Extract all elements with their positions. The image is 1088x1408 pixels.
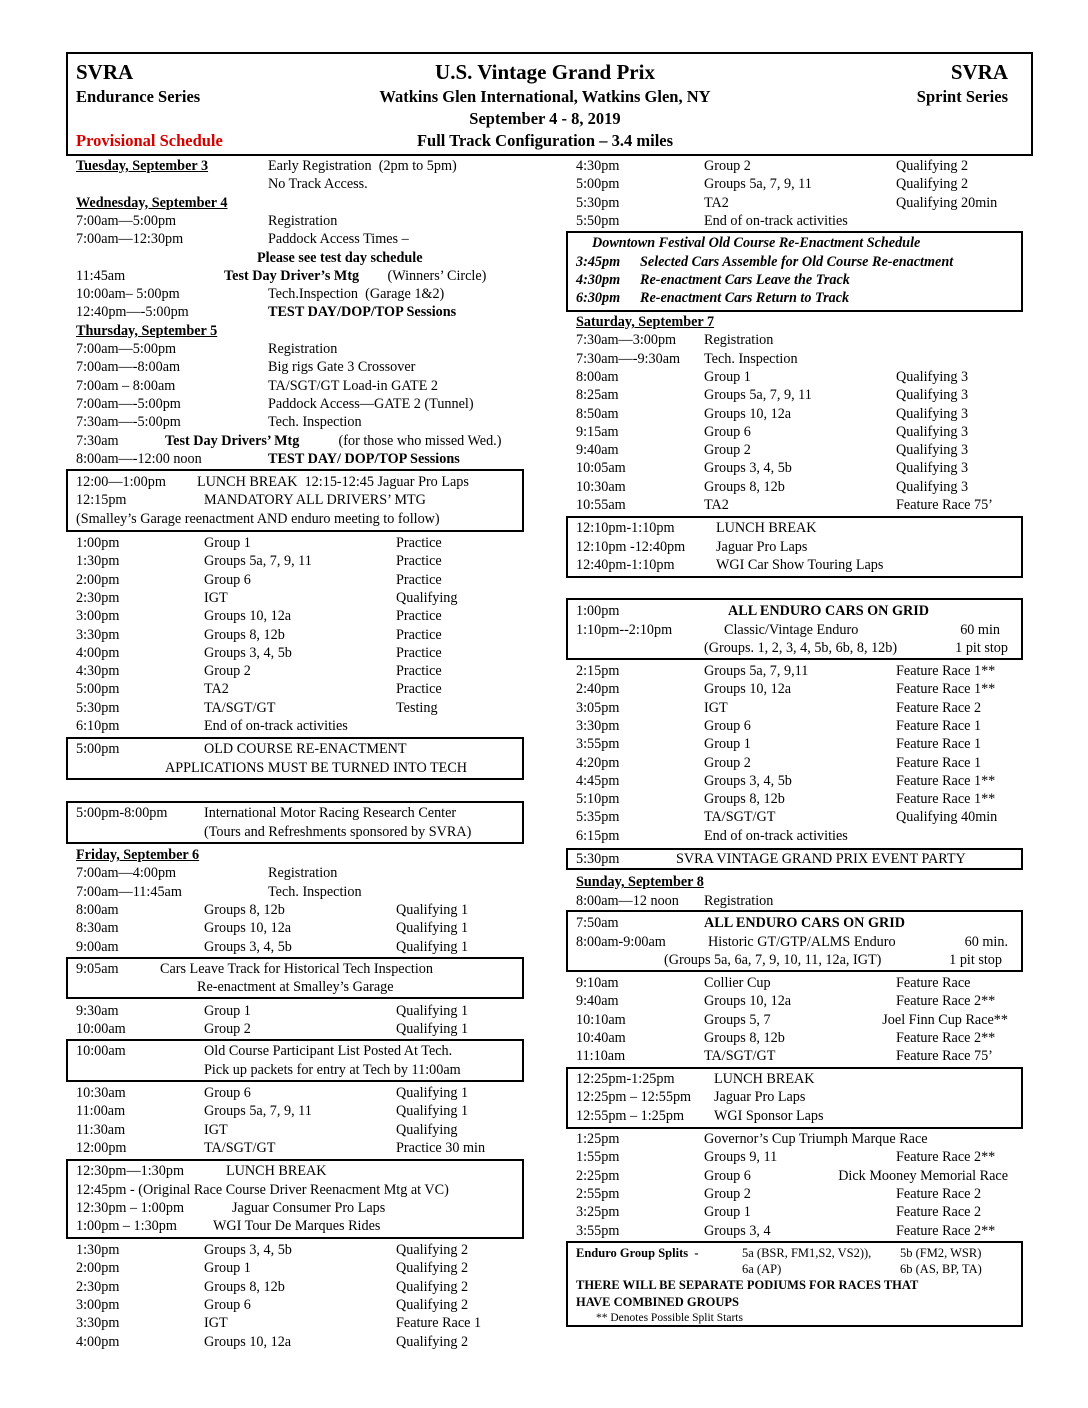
schedule-time: 1:00pm – 1:30pm <box>76 1218 177 1234</box>
activity-label: Historic GT/GTP/ALMS Enduro <box>708 934 896 950</box>
session-type: Practice <box>396 626 442 643</box>
schedule-time: 5:30pm <box>576 194 620 211</box>
schedule-time: 5:50pm <box>576 212 620 229</box>
schedule-time: 12:40pm-1:10pm <box>576 557 675 573</box>
schedule-time: 7:30am—-9:30am <box>576 350 681 367</box>
schedule-time: 9:05am <box>76 961 119 977</box>
split-group: 5a (BSR, FM1,S2, VS2)), <box>742 1246 872 1260</box>
group-name: Groups 5a, 7, 9, 11 <box>704 176 812 193</box>
schedule-time: 12:55pm – 1:25pm <box>576 1108 684 1124</box>
splits-label: Enduro Group Splits - <box>576 1246 699 1260</box>
schedule-time: 8:00am <box>576 368 619 385</box>
race-duration: 60 min. <box>964 934 1008 950</box>
schedule-time: 5:00pm <box>576 176 620 193</box>
group-name: Groups 8, 12b <box>704 791 785 808</box>
schedule-time: 10:05am <box>576 460 626 477</box>
group-name: Groups 8, 12b <box>204 626 285 643</box>
schedule-time: 4:20pm <box>576 754 620 771</box>
race-duration: 60 min <box>960 622 1000 638</box>
activity-label: Re-enactment Cars Return to Track <box>640 290 850 306</box>
session-type: Feature Race 2** <box>896 993 996 1010</box>
schedule-time: 10:30am <box>576 478 626 495</box>
activity-note: (for those who missed Wed.) <box>335 432 502 449</box>
activity-label: OLD COURSE RE-ENACTMENT <box>204 741 407 757</box>
schedule-time: 10:40am <box>576 1029 626 1046</box>
session-type: Qualifying 1 <box>396 1085 469 1101</box>
activity-location: (Winners’ Circle) <box>384 267 487 284</box>
session-type: Qualifying 1 <box>396 1021 469 1038</box>
activity-label: Cars Leave Track for Historical Tech Inspection <box>160 961 433 977</box>
schedule-time: 3:45pm <box>576 254 621 270</box>
activity-label: LUNCH BREAK 12:15-12:45 Jaguar Pro Laps <box>197 474 469 490</box>
activity-label: LUNCH BREAK <box>716 520 817 536</box>
group-name: TA2 <box>704 194 729 211</box>
group-name: IGT <box>704 699 728 716</box>
group-name: Groups 3, 4, 5b <box>204 938 292 955</box>
activity-label: Jaguar Pro Laps <box>714 1089 806 1105</box>
activity-label: Selected Cars Assemble for Old Course Re-enactment <box>640 254 954 270</box>
session-type: Feature Race 1** <box>896 663 996 679</box>
schedule-time: 7:00am—11:45am <box>76 883 182 900</box>
schedule-time: 7:30am—-5:00pm <box>76 414 181 431</box>
venue-line: Watkins Glen International, Watkins Glen, NY <box>379 87 711 106</box>
activity-label: Classic/Vintage Enduro <box>724 622 859 638</box>
day-heading-thursday: Thursday, September 5 <box>76 322 218 339</box>
session-type: Qualifying 3 <box>896 442 969 459</box>
session-type: Qualifying 2 <box>396 1333 469 1350</box>
group-name: Groups 3, 4, 5b <box>204 1242 292 1258</box>
session-type: Qualifying 3 <box>896 405 969 422</box>
group-name: Group 6 <box>204 571 251 588</box>
activity-label: Please see test day schedule <box>257 249 423 266</box>
schedule-time: 10:10am <box>576 1011 626 1028</box>
activity-label: Tech. Inspection <box>268 414 362 431</box>
session-type: Feature Race <box>896 975 971 991</box>
group-name: TA/SGT/GT <box>704 1048 776 1065</box>
schedule-time: 12:25pm – 12:55pm <box>576 1089 692 1105</box>
session-type: Practice <box>396 644 442 661</box>
activity-label: Early Registration (2pm to 5pm) <box>268 158 457 174</box>
schedule-time: 7:00am – 8:00am <box>76 377 176 394</box>
activity-note: (Tours and Refreshments sponsored by SVRA) <box>204 824 472 840</box>
schedule-time: 12:15pm <box>76 492 127 508</box>
schedule-time: 4:30pm <box>576 272 621 288</box>
activity-label: SVRA VINTAGE GRAND PRIX EVENT PARTY <box>676 851 966 867</box>
day-heading-saturday: Saturday, September 7 <box>576 314 715 330</box>
activity-note: (Smalley’s Garage reenactment AND enduro meeting to follow) <box>76 511 440 527</box>
schedule-time: 12:30pm – 1:00pm <box>76 1200 184 1216</box>
schedule-time: 12:10pm-1:10pm <box>576 520 675 536</box>
schedule-time: 9:15am <box>576 423 619 440</box>
left-series-subtitle: Endurance Series <box>76 87 201 106</box>
session-type: Qualifying 2 <box>396 1278 469 1295</box>
schedule-time: 1:30pm <box>76 553 120 570</box>
schedule-time: 8:00am—-12:00 noon <box>76 450 202 467</box>
group-name: End of on-track activities <box>204 718 348 734</box>
pit-stop-note: 1 pit stop <box>955 640 1008 656</box>
schedule-time: 5:00pm-8:00pm <box>76 805 168 821</box>
activity-label: Registration <box>268 865 338 882</box>
schedule-time: 10:00am <box>76 1021 126 1038</box>
schedule-time: 11:45am <box>76 267 126 284</box>
session-type: Feature Race 1 <box>896 736 982 753</box>
group-list: (Groups 5a, 6a, 7, 9, 10, 11, 12a, IGT) <box>664 952 882 968</box>
group-name: Groups 5a, 7, 9, 11 <box>704 387 812 404</box>
session-type: Qualifying 1 <box>396 1103 469 1120</box>
schedule-time: 1:10pm--2:10pm <box>576 622 673 638</box>
group-name: Groups 5a, 7, 9,11 <box>704 663 809 679</box>
group-name: Groups 9, 11 <box>704 1149 778 1166</box>
group-name: IGT <box>204 1121 228 1138</box>
group-name: Group 6 <box>704 717 751 734</box>
session-type: Feature Race 2 <box>896 1204 982 1221</box>
activity-label: Tech. Inspection <box>704 350 798 367</box>
session-type: Feature Race 1** <box>896 772 996 789</box>
group-name: Group 1 <box>204 1260 251 1277</box>
activity-label: Paddock Access—GATE 2 (Tunnel) <box>268 395 474 412</box>
schedule-time: 3:55pm <box>576 1222 620 1239</box>
session-type: Qualifying 3 <box>896 423 969 440</box>
schedule-time: 8:00am <box>76 901 119 918</box>
day-heading-wednesday: Wednesday, September 4 <box>76 194 228 211</box>
session-type: Feature Race 2** <box>896 1149 996 1166</box>
schedule-time: 6:15pm <box>576 827 620 844</box>
group-name: Group 1 <box>204 1003 251 1019</box>
activity-label: LUNCH BREAK <box>714 1071 815 1087</box>
schedule-time: 8:00am-9:00am <box>576 934 666 950</box>
session-type: Qualifying 40min <box>896 809 998 826</box>
activity-label: Test Day Drivers’ Mtg <box>165 432 300 449</box>
schedule-time: 7:30am—3:00pm <box>576 332 677 349</box>
session-type: Feature Race 1** <box>896 791 996 808</box>
schedule-time: 3:25pm <box>576 1204 620 1221</box>
schedule-time: 12:00—1:00pm <box>76 474 166 490</box>
group-name: Governor’s Cup Triumph Marque Race <box>704 1131 928 1147</box>
session-type: Feature Race 1** <box>896 681 996 698</box>
schedule-time: 4:00pm <box>76 1333 120 1350</box>
schedule-time: 1:55pm <box>576 1149 620 1166</box>
day-heading-tuesday: Tuesday, September 3 <box>76 158 209 174</box>
group-name: Groups 10, 12a <box>704 405 792 422</box>
schedule-time: 2:30pm <box>76 1278 120 1295</box>
activity-label: TEST DAY/DOP/TOP Sessions <box>268 304 457 321</box>
group-name: Groups 3, 4, 5b <box>204 644 292 661</box>
session-type: Feature Race 2 <box>896 1185 982 1202</box>
group-name: Group 2 <box>204 663 251 680</box>
dates-line: September 4 - 8, 2019 <box>469 109 621 128</box>
group-name: Group 1 <box>704 736 751 753</box>
group-name: Group 6 <box>204 1296 251 1313</box>
activity-note: 12:45pm - (Original Race Course Driver Reenacment Mtg at VC) <box>76 1182 449 1198</box>
schedule-time: 1:00pm <box>76 535 120 551</box>
schedule-time: 7:00am—-8:00am <box>76 359 181 376</box>
activity-label: No Track Access. <box>268 176 368 193</box>
schedule-time: 8:00am—12 noon <box>576 893 679 909</box>
schedule-time: 9:40am <box>576 442 619 459</box>
session-type: Practice <box>396 663 442 680</box>
session-type: Practice <box>396 681 442 698</box>
group-name: TA2 <box>704 497 729 513</box>
group-name: Group 6 <box>704 1167 751 1184</box>
group-name: Groups 3, 4 <box>704 1222 771 1239</box>
session-type: Qualifying 20min <box>896 194 998 211</box>
schedule-time: 4:45pm <box>576 772 620 789</box>
schedule-time: 7:00am—12:30pm <box>76 231 184 248</box>
schedule-time: 8:30am <box>76 920 119 937</box>
schedule-time: 7:30am <box>76 432 119 449</box>
group-name: Group 1 <box>204 535 251 551</box>
session-type: Qualifying 2 <box>896 158 969 174</box>
session-type: Qualifying 3 <box>896 387 969 404</box>
schedule-time: 12:00pm <box>76 1139 127 1156</box>
group-name: Groups 5a, 7, 9, 11 <box>204 1103 312 1120</box>
group-name: Group 2 <box>704 158 751 174</box>
event-title: U.S. Vintage Grand Prix <box>435 60 655 84</box>
group-name: Group 1 <box>704 1204 751 1221</box>
activity-label: Old Course Participant List Posted At Tech. <box>204 1043 453 1059</box>
session-type: Qualifying 2 <box>396 1260 469 1277</box>
activity-label: WGI Car Show Touring Laps <box>716 557 884 573</box>
session-type: Feature Race 2** <box>896 1222 996 1239</box>
session-type: Practice 30 min <box>396 1139 486 1156</box>
group-name: Group 2 <box>704 1185 751 1202</box>
schedule-time: 3:55pm <box>576 736 620 753</box>
schedule-time: 10:30am <box>76 1085 126 1101</box>
session-type: Testing <box>396 699 438 716</box>
session-type: Feature Race 1 <box>896 717 982 734</box>
schedule-time: 3:30pm <box>76 626 120 643</box>
schedule-time: 10:00am <box>76 1043 126 1059</box>
activity-label: Jaguar Pro Laps <box>716 539 808 555</box>
session-type: Joel Finn Cup Race** <box>882 1011 1008 1028</box>
session-type: Qualifying 1 <box>396 938 469 955</box>
group-name: Collier Cup <box>704 975 771 991</box>
group-name: Groups 8, 12b <box>204 901 285 918</box>
session-type: Practice <box>396 553 442 570</box>
session-type: Qualifying 3 <box>896 478 969 495</box>
session-type: Qualifying 3 <box>896 460 969 477</box>
group-name: Group 2 <box>204 1021 251 1038</box>
schedule-time: 11:30am <box>76 1121 126 1138</box>
right-series-title: SVRA <box>950 60 1008 84</box>
day-heading-sunday: Sunday, September 8 <box>576 874 704 890</box>
schedule-time: 2:40pm <box>576 681 620 698</box>
session-type: Feature Race 1 <box>396 1315 482 1332</box>
schedule-time: 10:55am <box>576 497 626 513</box>
schedule-time: 1:00pm <box>576 603 620 619</box>
split-starts-note: ** Denotes Possible Split Starts <box>596 1312 743 1324</box>
podium-note: HAVE COMBINED GROUPS <box>576 1295 739 1309</box>
day-heading-friday: Friday, September 6 <box>76 847 200 863</box>
group-name: Groups 10, 12a <box>204 1333 292 1350</box>
schedule-time: 2:00pm <box>76 571 120 588</box>
session-type: Feature Race 2** <box>896 1029 996 1046</box>
group-name: TA2 <box>204 681 229 698</box>
schedule-time: 7:00am—4:00pm <box>76 865 177 882</box>
schedule-time: 5:10pm <box>576 791 620 808</box>
schedule-time: 5:00pm <box>76 741 120 757</box>
activity-label: Test Day Driver’s Mtg <box>224 267 360 284</box>
session-type: Feature Race 75’ <box>896 497 993 513</box>
activity-label: Jaguar Consumer Pro Laps <box>232 1200 386 1216</box>
schedule-time: 3:05pm <box>576 699 620 716</box>
group-name: Groups 5a, 7, 9, 11 <box>204 553 312 570</box>
podium-note: THERE WILL BE SEPARATE PODIUMS FOR RACES THAT <box>576 1278 919 1292</box>
activity-label: ALL ENDURO CARS ON GRID <box>728 603 930 619</box>
right-series-subtitle: Sprint Series <box>916 87 1008 106</box>
activity-note: APPLICATIONS MUST BE TURNED INTO TECH <box>165 760 468 776</box>
schedule-time: 2:00pm <box>76 1260 120 1277</box>
group-name: Group 6 <box>204 1085 251 1101</box>
activity-label: Tech. Inspection <box>268 883 362 900</box>
schedule-time: 9:40am <box>576 993 619 1010</box>
left-series-title: SVRA <box>76 60 134 84</box>
schedule-time: 7:00am—-5:00pm <box>76 395 181 412</box>
schedule-time: 7:00am—5:00pm <box>76 341 177 357</box>
schedule-time: 3:30pm <box>76 1315 120 1332</box>
group-name: Groups 8, 12b <box>704 1029 785 1046</box>
session-type: Dick Mooney Memorial Race <box>838 1167 1008 1184</box>
session-type: Qualifying <box>396 589 458 606</box>
schedule-time: 12:25pm-1:25pm <box>576 1071 675 1087</box>
group-name: Groups 10, 12a <box>204 920 292 937</box>
schedule-time: 2:15pm <box>576 663 620 679</box>
schedule-time: 8:25am <box>576 387 619 404</box>
schedule-time: 5:30pm <box>76 699 120 716</box>
session-type: Feature Race 1 <box>896 754 982 771</box>
session-type: Qualifying 1 <box>396 1003 469 1019</box>
schedule-time: 4:30pm <box>76 663 120 680</box>
activity-label: Re-enactment Cars Leave the Track <box>640 272 850 288</box>
schedule-time: 6:10pm <box>76 718 120 734</box>
activity-label: Registration <box>268 212 338 229</box>
downtown-title: Downtown Festival Old Course Re-Enactment Schedule <box>592 235 921 251</box>
group-name: Group 2 <box>704 754 751 771</box>
group-name: Group 6 <box>704 423 751 440</box>
activity-label: International Motor Racing Research Center <box>204 805 457 821</box>
activity-label: Tech.Inspection (Garage 1&2) <box>268 286 445 303</box>
pit-stop-note: 1 pit stop <box>949 952 1002 968</box>
split-group: 5b (FM2, WSR) <box>900 1246 982 1260</box>
activity-label: Registration <box>268 341 338 357</box>
schedule-time: 5:35pm <box>576 809 620 826</box>
schedule-time: 3:00pm <box>76 1296 120 1313</box>
schedule-time: 2:55pm <box>576 1185 620 1202</box>
activity-note: Pick up packets for entry at Tech by 11:00am <box>204 1062 461 1078</box>
schedule-time: 8:50am <box>576 405 619 422</box>
schedule-time: 7:50am <box>576 915 619 931</box>
activity-label: TA/SGT/GT Load-in GATE 2 <box>268 377 439 394</box>
schedule-time: 9:00am <box>76 938 119 955</box>
schedule-time: 9:30am <box>76 1003 119 1019</box>
schedule-time: 4:00pm <box>76 644 120 661</box>
schedule-time: 10:00am– 5:00pm <box>76 286 180 303</box>
schedule-time: 5:00pm <box>76 681 120 698</box>
activity-label: Registration <box>704 893 774 909</box>
group-list: (Groups. 1, 2, 3, 4, 5b, 6b, 8, 12b) <box>704 640 898 656</box>
session-type: Qualifying 2 <box>896 176 969 193</box>
schedule-time: 11:10am <box>576 1048 626 1065</box>
schedule-time: 12:10pm -12:40pm <box>576 539 686 555</box>
session-type: Practice <box>396 608 442 625</box>
split-group: 6b (AS, BP, TA) <box>900 1262 982 1276</box>
schedule-time: 12:40pm—-5:00pm <box>76 304 189 321</box>
schedule-time: 12:30pm—1:30pm <box>76 1163 184 1179</box>
group-name: Groups 3, 4, 5b <box>704 772 792 789</box>
group-name: IGT <box>204 1315 228 1332</box>
group-name: IGT <box>204 589 228 606</box>
group-name: TA/SGT/GT <box>204 1139 276 1156</box>
schedule-time: 2:30pm <box>76 589 120 606</box>
session-type: Qualifying 3 <box>896 368 969 385</box>
schedule-time: 1:25pm <box>576 1131 620 1147</box>
group-name: Groups 8, 12b <box>204 1278 285 1295</box>
activity-label: WGI Sponsor Laps <box>714 1108 824 1124</box>
schedule-time: 7:00am—5:00pm <box>76 212 177 229</box>
schedule-time: 4:30pm <box>576 158 620 174</box>
group-name: TA/SGT/GT <box>704 809 776 826</box>
group-name: Group 1 <box>704 368 751 385</box>
activity-label: ALL ENDURO CARS ON GRID <box>704 915 906 931</box>
track-config-line: Full Track Configuration – 3.4 miles <box>416 131 674 150</box>
schedule-time: 6:30pm <box>576 290 621 306</box>
group-name: Groups 10, 12a <box>204 608 292 625</box>
session-type: Feature Race 2 <box>896 699 982 716</box>
group-name: End of on-track activities <box>704 212 848 229</box>
schedule-time: 9:10am <box>576 975 619 991</box>
session-type: Qualifying 2 <box>396 1242 469 1258</box>
schedule-time: 1:30pm <box>76 1242 120 1258</box>
activity-label: Paddock Access Times – <box>268 231 409 248</box>
group-name: Groups 10, 12a <box>704 993 792 1010</box>
group-name: TA/SGT/GT <box>204 699 276 716</box>
session-type: Qualifying 2 <box>396 1296 469 1313</box>
session-type: Practice <box>396 535 442 551</box>
group-name: Groups 8, 12b <box>704 478 785 495</box>
schedule-time: 11:00am <box>76 1103 126 1120</box>
group-name: Groups 5, 7 <box>704 1011 771 1028</box>
session-type: Practice <box>396 571 442 588</box>
schedule-time: 3:00pm <box>76 608 120 625</box>
session-type: Qualifying 1 <box>396 901 469 918</box>
schedule-time: 2:25pm <box>576 1167 620 1184</box>
session-type: Feature Race 75’ <box>896 1048 993 1065</box>
group-name: Groups 3, 4, 5b <box>704 460 792 477</box>
activity-note: Re-enactment at Smalley’s Garage <box>197 979 394 995</box>
group-name: End of on-track activities <box>704 827 848 844</box>
schedule-time: 5:30pm <box>576 851 620 867</box>
activity-label: Big rigs Gate 3 Crossover <box>268 359 416 376</box>
split-group: 6a (AP) <box>742 1262 782 1276</box>
schedule-time: 3:30pm <box>576 717 620 734</box>
activity-label: WGI Tour De Marques Rides <box>213 1218 381 1234</box>
activity-label: MANDATORY ALL DRIVERS’ MTG <box>204 492 426 508</box>
activity-label: LUNCH BREAK <box>226 1163 327 1179</box>
session-type: Qualifying <box>396 1121 458 1138</box>
activity-label: TEST DAY/ DOP/TOP Sessions <box>268 450 460 467</box>
group-name: Group 2 <box>704 442 751 459</box>
group-name: Groups 10, 12a <box>704 681 792 698</box>
session-type: Qualifying 1 <box>396 920 469 937</box>
provisional-label: Provisional Schedule <box>76 131 223 150</box>
activity-label: Registration <box>704 332 774 349</box>
